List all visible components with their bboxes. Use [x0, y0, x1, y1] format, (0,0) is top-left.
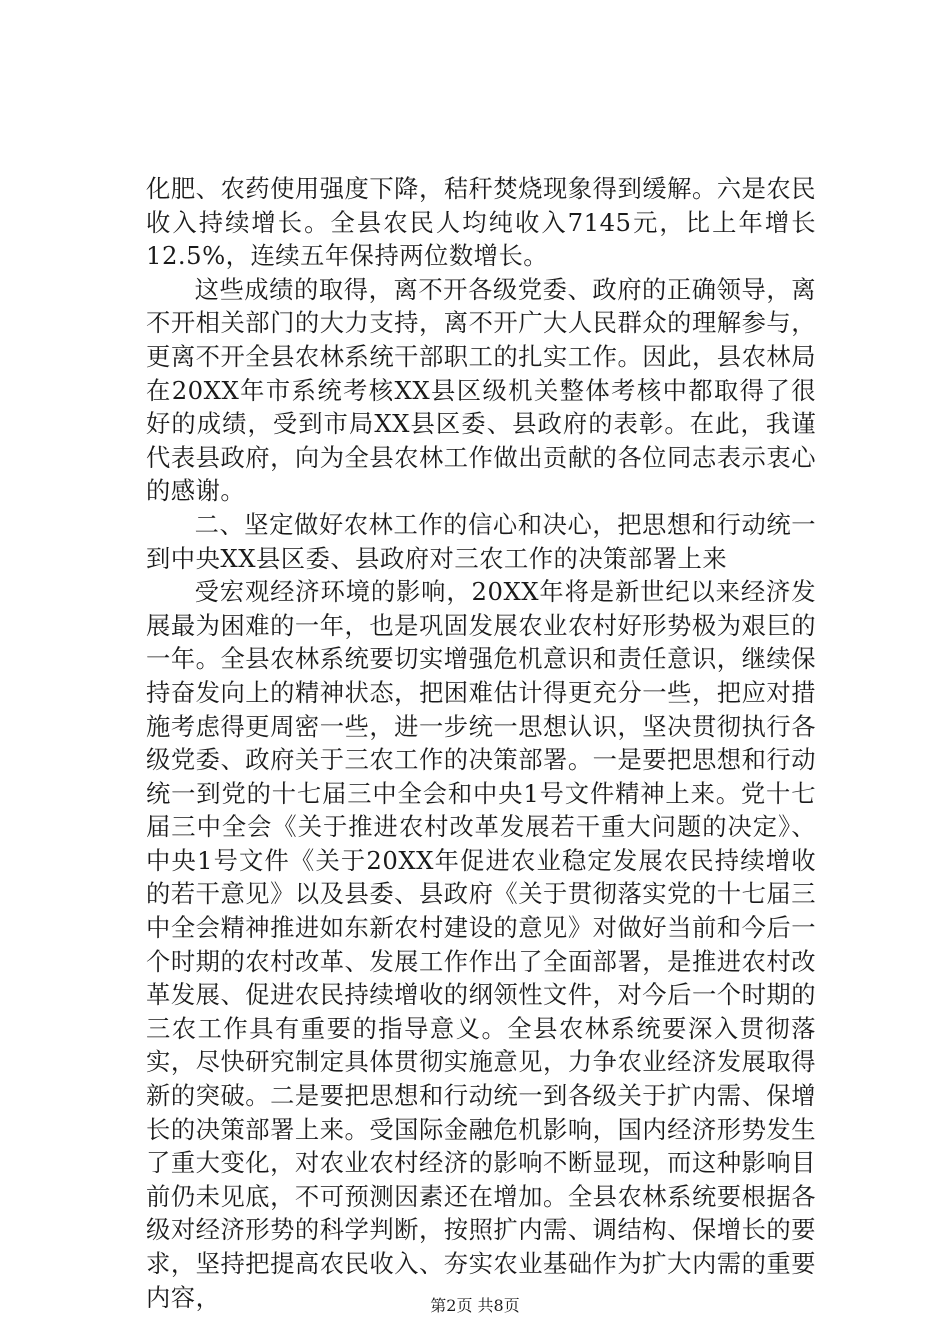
- section-heading: 二、坚定做好农林工作的信心和决心，把思想和行动统一到中央XX县区委、县政府对三农工作的决策部署上来: [146, 509, 816, 573]
- paragraph: 受宏观经济环境的影响，20XX年将是新世纪以来经济发展最为困难的一年，也是巩固发展农业农村好形势极为艰巨的一年。全县农林系统要切实增强危机意识和责任意识，继续保持奋发向上的精神状态，把困难估计得更充分一些，把应对措施考虑得更周密一些，进一步统一思想认识，坚决贯彻执行各级党委、政府关于三农工作的决策部署。一是要把思想和行动统一到党的十七届三中全会和中央1号文件精神上来。党十七届三中全会《关于推进农村改革发展若干重大问题的决定》、中央1号文件《关于20XX年促进农业稳定发展农民持续增收的若干意见》以及县委、县政府《关于贯彻落实党的十七届三中全会精神推进如东新农村建设的意见》对做好当前和今后一个时期的农村改革、发展工作作出了全面部署，是推进农村改革发展、促进农民持续增收的纲领性文件，对今后一个时期的三农工作具有重要的指导意义。全县农林系统要深入贯彻落实，尽快研究制定具体贯彻实施意见，力争农业经济发展取得新的突破。二是要把思想和行动统一到各级关于扩内需、保增长的决策部署上来。受国际金融危机影响，国内经济形势发生了重大变化，对农业农村经济的影响不断显现，而这种影响目前仍未见底，不可预测因素还在增加。全县农林系统要根据各级对经济形势的科学判断，按照扩内需、调结构、保增长的要求，坚持把提高农民收入、夯实农业基础作为扩大内需的重要内容，: [146, 577, 816, 1312]
- page-number: 第2页 共8页: [430, 1296, 520, 1315]
- document-body: [146, 172, 816, 1314]
- paragraph: 这些成绩的取得，离不开各级党委、政府的正确领导，离不开相关部门的大力支持，离不开广大人民群众的理解参与，更离不开全县农林系统干部职工的扎实工作。因此，县农林局在20XX年市系统考核XX县区级机关整体考核中都取得了很好的成绩，受到市局XX县区委、县政府的表彰。在此，我谨代表县政府，向为全县农林工作做出贡献的各位同志表示衷心的感谢。: [146, 274, 816, 506]
- paragraph: 化肥、农药使用强度下降，秸秆焚烧现象得到缓解。六是农民收入持续增长。全县农民人均纯收入7145元，比上年增长12.5%，连续五年保持两位数增长。: [146, 174, 816, 271]
